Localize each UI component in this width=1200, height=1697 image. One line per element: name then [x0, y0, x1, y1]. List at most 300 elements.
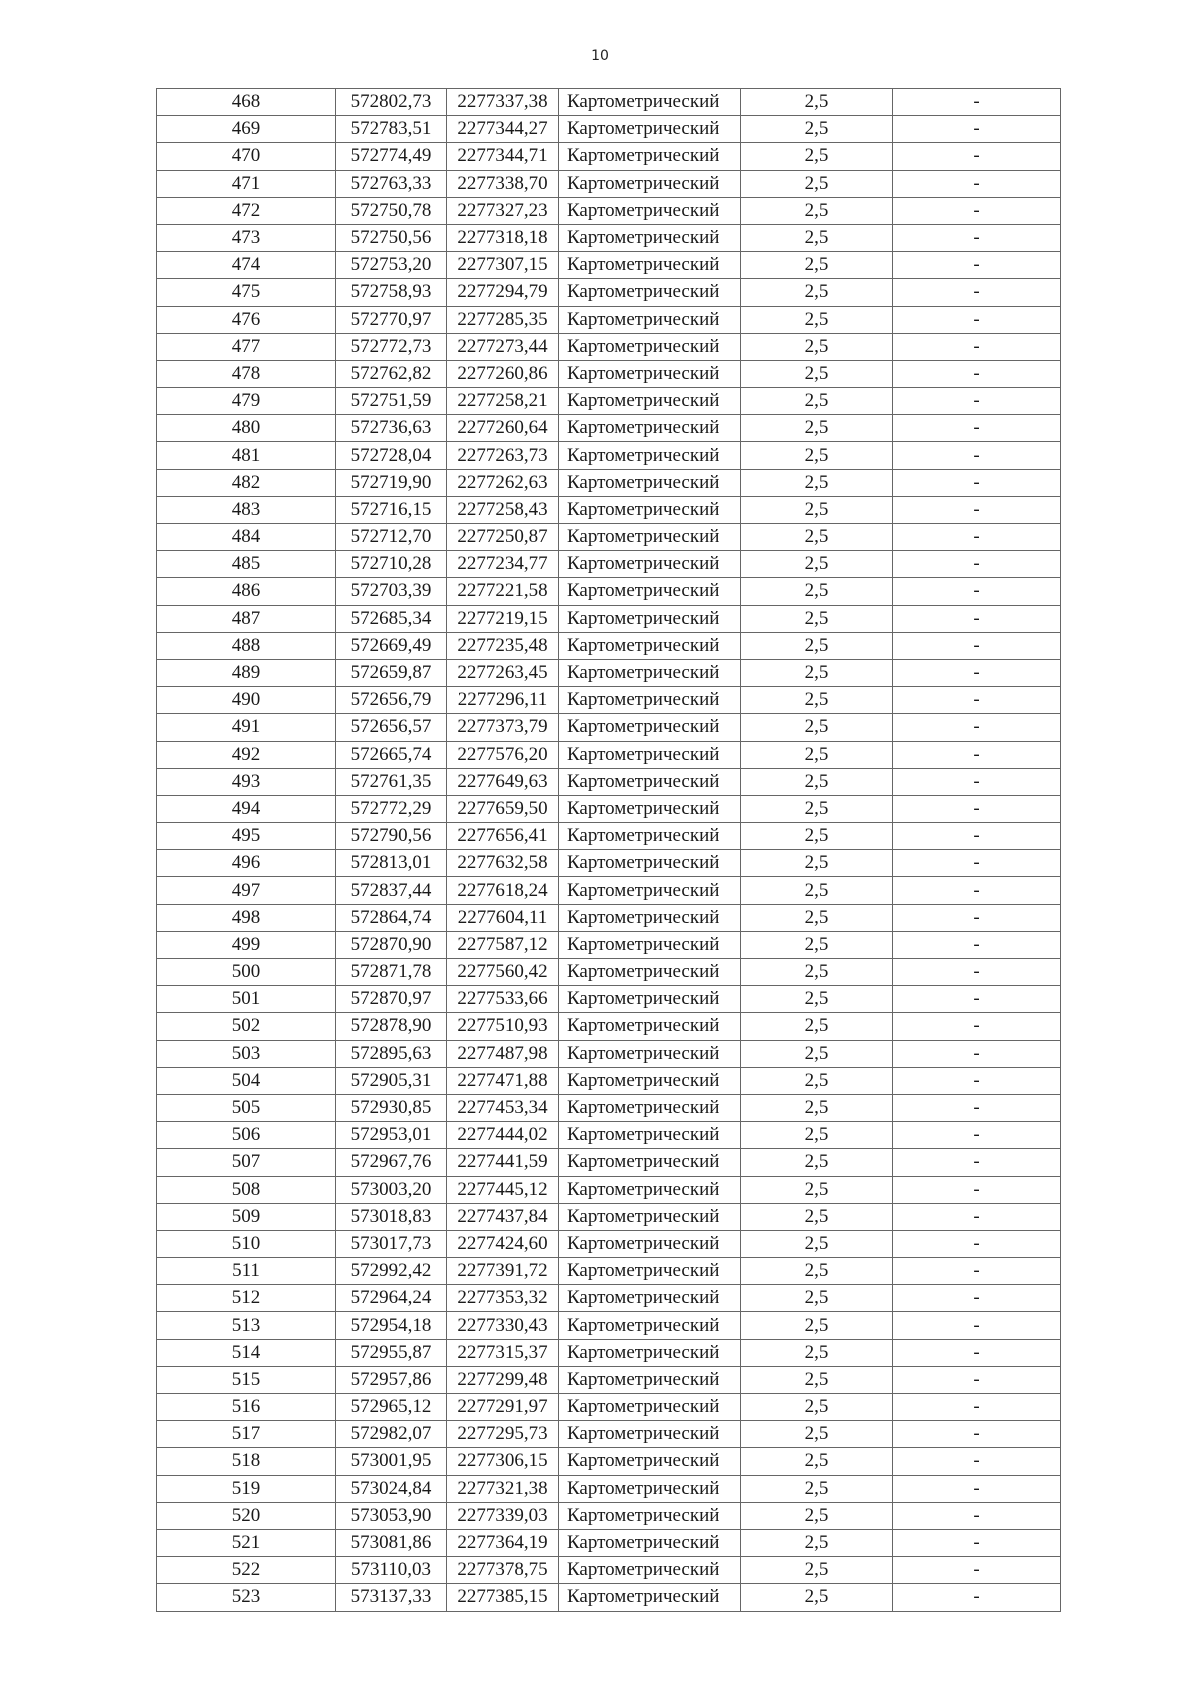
point-number-cell: 506	[157, 1122, 336, 1149]
point-number-cell: 479	[157, 388, 336, 415]
accuracy-cell: 2,5	[741, 1312, 893, 1339]
y-coordinate-cell: 2277235,48	[447, 632, 559, 659]
point-number-cell: 472	[157, 197, 336, 224]
point-number-cell: 516	[157, 1394, 336, 1421]
table-row	[157, 524, 1061, 551]
point-number-cell: 480	[157, 415, 336, 442]
accuracy-cell: 2,5	[741, 795, 893, 822]
table-row	[157, 578, 1061, 605]
method-cell: Картометрический	[559, 1122, 741, 1149]
y-coordinate-cell: 2277587,12	[447, 931, 559, 958]
accuracy-cell: 2,5	[741, 1230, 893, 1257]
table-row	[157, 741, 1061, 768]
x-coordinate-cell: 572762,82	[336, 360, 447, 387]
method-cell: Картометрический	[559, 1285, 741, 1312]
point-number-cell: 478	[157, 360, 336, 387]
accuracy-cell: 2,5	[741, 1122, 893, 1149]
description-cell: -	[893, 1339, 1061, 1366]
point-number-cell: 513	[157, 1312, 336, 1339]
method-cell: Картометрический	[559, 1557, 741, 1584]
table-row	[157, 823, 1061, 850]
x-coordinate-cell: 572656,57	[336, 714, 447, 741]
accuracy-cell: 2,5	[741, 904, 893, 931]
accuracy-cell: 2,5	[741, 877, 893, 904]
description-cell: -	[893, 252, 1061, 279]
table-row	[157, 1339, 1061, 1366]
table-row	[157, 986, 1061, 1013]
method-cell: Картометрический	[559, 714, 741, 741]
x-coordinate-cell: 572864,74	[336, 904, 447, 931]
accuracy-cell: 2,5	[741, 89, 893, 116]
table-row	[157, 632, 1061, 659]
y-coordinate-cell: 2277604,11	[447, 904, 559, 931]
y-coordinate-cell: 2277471,88	[447, 1067, 559, 1094]
x-coordinate-cell: 572953,01	[336, 1122, 447, 1149]
point-number-cell: 517	[157, 1421, 336, 1448]
accuracy-cell: 2,5	[741, 605, 893, 632]
method-cell: Картометрический	[559, 1067, 741, 1094]
table-row	[157, 931, 1061, 958]
x-coordinate-cell: 573053,90	[336, 1502, 447, 1529]
accuracy-cell: 2,5	[741, 1067, 893, 1094]
x-coordinate-cell: 572870,90	[336, 931, 447, 958]
description-cell: -	[893, 388, 1061, 415]
description-cell: -	[893, 1176, 1061, 1203]
x-coordinate-cell: 572770,97	[336, 306, 447, 333]
description-cell: -	[893, 1258, 1061, 1285]
table-row	[157, 360, 1061, 387]
y-coordinate-cell: 2277330,43	[447, 1312, 559, 1339]
point-number-cell: 494	[157, 795, 336, 822]
x-coordinate-cell: 572954,18	[336, 1312, 447, 1339]
description-cell: -	[893, 959, 1061, 986]
x-coordinate-cell: 573001,95	[336, 1448, 447, 1475]
accuracy-cell: 2,5	[741, 659, 893, 686]
point-number-cell: 512	[157, 1285, 336, 1312]
y-coordinate-cell: 2277659,50	[447, 795, 559, 822]
accuracy-cell: 2,5	[741, 850, 893, 877]
y-coordinate-cell: 2277378,75	[447, 1557, 559, 1584]
point-number-cell: 501	[157, 986, 336, 1013]
coordinates-table-body	[157, 89, 1061, 1612]
point-number-cell: 522	[157, 1557, 336, 1584]
point-number-cell: 519	[157, 1475, 336, 1502]
point-number-cell: 502	[157, 1013, 336, 1040]
table-row	[157, 1529, 1061, 1556]
accuracy-cell: 2,5	[741, 1475, 893, 1502]
point-number-cell: 497	[157, 877, 336, 904]
description-cell: -	[893, 1584, 1061, 1611]
point-number-cell: 487	[157, 605, 336, 632]
table-row	[157, 306, 1061, 333]
accuracy-cell: 2,5	[741, 1339, 893, 1366]
point-number-cell: 489	[157, 659, 336, 686]
y-coordinate-cell: 2277576,20	[447, 741, 559, 768]
x-coordinate-cell: 572665,74	[336, 741, 447, 768]
accuracy-cell: 2,5	[741, 279, 893, 306]
point-number-cell: 474	[157, 252, 336, 279]
method-cell: Картометрический	[559, 306, 741, 333]
y-coordinate-cell: 2277260,64	[447, 415, 559, 442]
accuracy-cell: 2,5	[741, 524, 893, 551]
description-cell: -	[893, 578, 1061, 605]
point-number-cell: 511	[157, 1258, 336, 1285]
point-number-cell: 481	[157, 442, 336, 469]
method-cell: Картометрический	[559, 360, 741, 387]
x-coordinate-cell: 572813,01	[336, 850, 447, 877]
description-cell: -	[893, 1067, 1061, 1094]
method-cell: Картометрический	[559, 687, 741, 714]
point-number-cell: 470	[157, 143, 336, 170]
y-coordinate-cell: 2277373,79	[447, 714, 559, 741]
point-number-cell: 493	[157, 768, 336, 795]
x-coordinate-cell: 572790,56	[336, 823, 447, 850]
table-row	[157, 904, 1061, 931]
y-coordinate-cell: 2277263,73	[447, 442, 559, 469]
point-number-cell: 488	[157, 632, 336, 659]
y-coordinate-cell: 2277338,70	[447, 170, 559, 197]
accuracy-cell: 2,5	[741, 959, 893, 986]
table-row	[157, 1149, 1061, 1176]
table-row	[157, 1040, 1061, 1067]
table-row	[157, 1475, 1061, 1502]
table-row	[157, 1067, 1061, 1094]
point-number-cell: 490	[157, 687, 336, 714]
method-cell: Картометрический	[559, 1176, 741, 1203]
description-cell: -	[893, 1502, 1061, 1529]
page-number: 10	[591, 48, 609, 64]
x-coordinate-cell: 572710,28	[336, 551, 447, 578]
x-coordinate-cell: 572712,70	[336, 524, 447, 551]
y-coordinate-cell: 2277234,77	[447, 551, 559, 578]
table-row	[157, 1448, 1061, 1475]
accuracy-cell: 2,5	[741, 197, 893, 224]
table-row	[157, 1013, 1061, 1040]
y-coordinate-cell: 2277649,63	[447, 768, 559, 795]
point-number-cell: 491	[157, 714, 336, 741]
table-row	[157, 89, 1061, 116]
description-cell: -	[893, 306, 1061, 333]
description-cell: -	[893, 1394, 1061, 1421]
table-row	[157, 768, 1061, 795]
x-coordinate-cell: 572955,87	[336, 1339, 447, 1366]
x-coordinate-cell: 572763,33	[336, 170, 447, 197]
y-coordinate-cell: 2277656,41	[447, 823, 559, 850]
description-cell: -	[893, 714, 1061, 741]
method-cell: Картометрический	[559, 1230, 741, 1257]
x-coordinate-cell: 572967,76	[336, 1149, 447, 1176]
point-number-cell: 484	[157, 524, 336, 551]
accuracy-cell: 2,5	[741, 496, 893, 523]
x-coordinate-cell: 572774,49	[336, 143, 447, 170]
method-cell: Картометрический	[559, 333, 741, 360]
description-cell: -	[893, 659, 1061, 686]
description-cell: -	[893, 823, 1061, 850]
method-cell: Картометрический	[559, 116, 741, 143]
y-coordinate-cell: 2277315,37	[447, 1339, 559, 1366]
method-cell: Картометрический	[559, 741, 741, 768]
y-coordinate-cell: 2277632,58	[447, 850, 559, 877]
table-row	[157, 442, 1061, 469]
description-cell: -	[893, 224, 1061, 251]
point-number-cell: 507	[157, 1149, 336, 1176]
point-number-cell: 495	[157, 823, 336, 850]
description-cell: -	[893, 1040, 1061, 1067]
y-coordinate-cell: 2277260,86	[447, 360, 559, 387]
method-cell: Картометрический	[559, 823, 741, 850]
y-coordinate-cell: 2277295,73	[447, 1421, 559, 1448]
table-row	[157, 1176, 1061, 1203]
method-cell: Картометрический	[559, 442, 741, 469]
y-coordinate-cell: 2277291,97	[447, 1394, 559, 1421]
y-coordinate-cell: 2277385,15	[447, 1584, 559, 1611]
description-cell: -	[893, 360, 1061, 387]
description-cell: -	[893, 877, 1061, 904]
y-coordinate-cell: 2277344,71	[447, 143, 559, 170]
description-cell: -	[893, 1557, 1061, 1584]
y-coordinate-cell: 2277337,38	[447, 89, 559, 116]
method-cell: Картометрический	[559, 170, 741, 197]
x-coordinate-cell: 572659,87	[336, 659, 447, 686]
point-number-cell: 523	[157, 1584, 336, 1611]
description-cell: -	[893, 89, 1061, 116]
y-coordinate-cell: 2277441,59	[447, 1149, 559, 1176]
method-cell: Картометрический	[559, 1312, 741, 1339]
method-cell: Картометрический	[559, 632, 741, 659]
table-row	[157, 1557, 1061, 1584]
method-cell: Картометрический	[559, 904, 741, 931]
y-coordinate-cell: 2277250,87	[447, 524, 559, 551]
x-coordinate-cell: 572751,59	[336, 388, 447, 415]
table-row	[157, 1094, 1061, 1121]
description-cell: -	[893, 1013, 1061, 1040]
description-cell: -	[893, 1094, 1061, 1121]
accuracy-cell: 2,5	[741, 1176, 893, 1203]
method-cell: Картометрический	[559, 1394, 741, 1421]
table-row	[157, 714, 1061, 741]
y-coordinate-cell: 2277453,34	[447, 1094, 559, 1121]
point-number-cell: 504	[157, 1067, 336, 1094]
method-cell: Картометрический	[559, 1203, 741, 1230]
x-coordinate-cell: 573024,84	[336, 1475, 447, 1502]
accuracy-cell: 2,5	[741, 1094, 893, 1121]
x-coordinate-cell: 572772,29	[336, 795, 447, 822]
method-cell: Картометрический	[559, 1149, 741, 1176]
accuracy-cell: 2,5	[741, 1366, 893, 1393]
method-cell: Картометрический	[559, 551, 741, 578]
method-cell: Картометрический	[559, 931, 741, 958]
accuracy-cell: 2,5	[741, 632, 893, 659]
y-coordinate-cell: 2277487,98	[447, 1040, 559, 1067]
x-coordinate-cell: 572871,78	[336, 959, 447, 986]
description-cell: -	[893, 1421, 1061, 1448]
table-row	[157, 1584, 1061, 1611]
table-row	[157, 1366, 1061, 1393]
method-cell: Картометрический	[559, 1502, 741, 1529]
y-coordinate-cell: 2277221,58	[447, 578, 559, 605]
x-coordinate-cell: 572750,78	[336, 197, 447, 224]
point-number-cell: 503	[157, 1040, 336, 1067]
description-cell: -	[893, 496, 1061, 523]
description-cell: -	[893, 197, 1061, 224]
table-row	[157, 687, 1061, 714]
y-coordinate-cell: 2277424,60	[447, 1230, 559, 1257]
description-cell: -	[893, 904, 1061, 931]
accuracy-cell: 2,5	[741, 333, 893, 360]
accuracy-cell: 2,5	[741, 116, 893, 143]
description-cell: -	[893, 1366, 1061, 1393]
description-cell: -	[893, 143, 1061, 170]
x-coordinate-cell: 572802,73	[336, 89, 447, 116]
x-coordinate-cell: 572878,90	[336, 1013, 447, 1040]
table-row	[157, 1122, 1061, 1149]
accuracy-cell: 2,5	[741, 1203, 893, 1230]
accuracy-cell: 2,5	[741, 741, 893, 768]
x-coordinate-cell: 573018,83	[336, 1203, 447, 1230]
point-number-cell: 469	[157, 116, 336, 143]
accuracy-cell: 2,5	[741, 1421, 893, 1448]
x-coordinate-cell: 572783,51	[336, 116, 447, 143]
description-cell: -	[893, 551, 1061, 578]
x-coordinate-cell: 573137,33	[336, 1584, 447, 1611]
accuracy-cell: 2,5	[741, 1149, 893, 1176]
description-cell: -	[893, 1312, 1061, 1339]
table-row	[157, 469, 1061, 496]
method-cell: Картометрический	[559, 524, 741, 551]
description-cell: -	[893, 850, 1061, 877]
method-cell: Картометрический	[559, 1584, 741, 1611]
description-cell: -	[893, 1529, 1061, 1556]
y-coordinate-cell: 2277258,43	[447, 496, 559, 523]
table-row	[157, 415, 1061, 442]
point-number-cell: 471	[157, 170, 336, 197]
description-cell: -	[893, 1149, 1061, 1176]
point-number-cell: 483	[157, 496, 336, 523]
x-coordinate-cell: 573081,86	[336, 1529, 447, 1556]
method-cell: Картометрический	[559, 143, 741, 170]
accuracy-cell: 2,5	[741, 1584, 893, 1611]
table-row	[157, 496, 1061, 523]
accuracy-cell: 2,5	[741, 1285, 893, 1312]
x-coordinate-cell: 572669,49	[336, 632, 447, 659]
description-cell: -	[893, 524, 1061, 551]
y-coordinate-cell: 2277307,15	[447, 252, 559, 279]
method-cell: Картометрический	[559, 89, 741, 116]
accuracy-cell: 2,5	[741, 252, 893, 279]
table-row	[157, 659, 1061, 686]
description-cell: -	[893, 605, 1061, 632]
x-coordinate-cell: 572965,12	[336, 1394, 447, 1421]
table-row	[157, 795, 1061, 822]
coordinates-table	[156, 88, 1061, 1612]
x-coordinate-cell: 572905,31	[336, 1067, 447, 1094]
x-coordinate-cell: 572992,42	[336, 1258, 447, 1285]
x-coordinate-cell: 573110,03	[336, 1557, 447, 1584]
table-row	[157, 1394, 1061, 1421]
table-row	[157, 551, 1061, 578]
x-coordinate-cell: 572750,56	[336, 224, 447, 251]
point-number-cell: 496	[157, 850, 336, 877]
accuracy-cell: 2,5	[741, 687, 893, 714]
description-cell: -	[893, 741, 1061, 768]
description-cell: -	[893, 632, 1061, 659]
y-coordinate-cell: 2277296,11	[447, 687, 559, 714]
y-coordinate-cell: 2277618,24	[447, 877, 559, 904]
table-row	[157, 605, 1061, 632]
y-coordinate-cell: 2277437,84	[447, 1203, 559, 1230]
point-number-cell: 468	[157, 89, 336, 116]
method-cell: Картометрический	[559, 1448, 741, 1475]
method-cell: Картометрический	[559, 959, 741, 986]
method-cell: Картометрический	[559, 388, 741, 415]
description-cell: -	[893, 1230, 1061, 1257]
method-cell: Картометрический	[559, 1040, 741, 1067]
description-cell: -	[893, 1475, 1061, 1502]
table-row	[157, 1502, 1061, 1529]
accuracy-cell: 2,5	[741, 1448, 893, 1475]
accuracy-cell: 2,5	[741, 442, 893, 469]
point-number-cell: 505	[157, 1094, 336, 1121]
y-coordinate-cell: 2277339,03	[447, 1502, 559, 1529]
accuracy-cell: 2,5	[741, 1502, 893, 1529]
accuracy-cell: 2,5	[741, 986, 893, 1013]
table-row	[157, 388, 1061, 415]
y-coordinate-cell: 2277263,45	[447, 659, 559, 686]
table-row	[157, 224, 1061, 251]
table-row	[157, 850, 1061, 877]
point-number-cell: 521	[157, 1529, 336, 1556]
description-cell: -	[893, 279, 1061, 306]
table-row	[157, 143, 1061, 170]
accuracy-cell: 2,5	[741, 931, 893, 958]
point-number-cell: 486	[157, 578, 336, 605]
point-number-cell: 473	[157, 224, 336, 251]
method-cell: Картометрический	[559, 496, 741, 523]
description-cell: -	[893, 1122, 1061, 1149]
x-coordinate-cell: 572895,63	[336, 1040, 447, 1067]
accuracy-cell: 2,5	[741, 714, 893, 741]
point-number-cell: 518	[157, 1448, 336, 1475]
point-number-cell: 498	[157, 904, 336, 931]
accuracy-cell: 2,5	[741, 388, 893, 415]
table-row	[157, 1285, 1061, 1312]
table-row	[157, 252, 1061, 279]
x-coordinate-cell: 572719,90	[336, 469, 447, 496]
method-cell: Картометрический	[559, 469, 741, 496]
method-cell: Картометрический	[559, 659, 741, 686]
method-cell: Картометрический	[559, 1339, 741, 1366]
accuracy-cell: 2,5	[741, 469, 893, 496]
table-row	[157, 116, 1061, 143]
y-coordinate-cell: 2277444,02	[447, 1122, 559, 1149]
table-row	[157, 279, 1061, 306]
method-cell: Картометрический	[559, 252, 741, 279]
x-coordinate-cell: 572964,24	[336, 1285, 447, 1312]
y-coordinate-cell: 2277273,44	[447, 333, 559, 360]
method-cell: Картометрический	[559, 279, 741, 306]
point-number-cell: 514	[157, 1339, 336, 1366]
point-number-cell: 476	[157, 306, 336, 333]
accuracy-cell: 2,5	[741, 1529, 893, 1556]
table-row	[157, 1258, 1061, 1285]
point-number-cell: 482	[157, 469, 336, 496]
method-cell: Картометрический	[559, 850, 741, 877]
accuracy-cell: 2,5	[741, 1040, 893, 1067]
y-coordinate-cell: 2277306,15	[447, 1448, 559, 1475]
accuracy-cell: 2,5	[741, 1557, 893, 1584]
y-coordinate-cell: 2277262,63	[447, 469, 559, 496]
method-cell: Картометрический	[559, 768, 741, 795]
